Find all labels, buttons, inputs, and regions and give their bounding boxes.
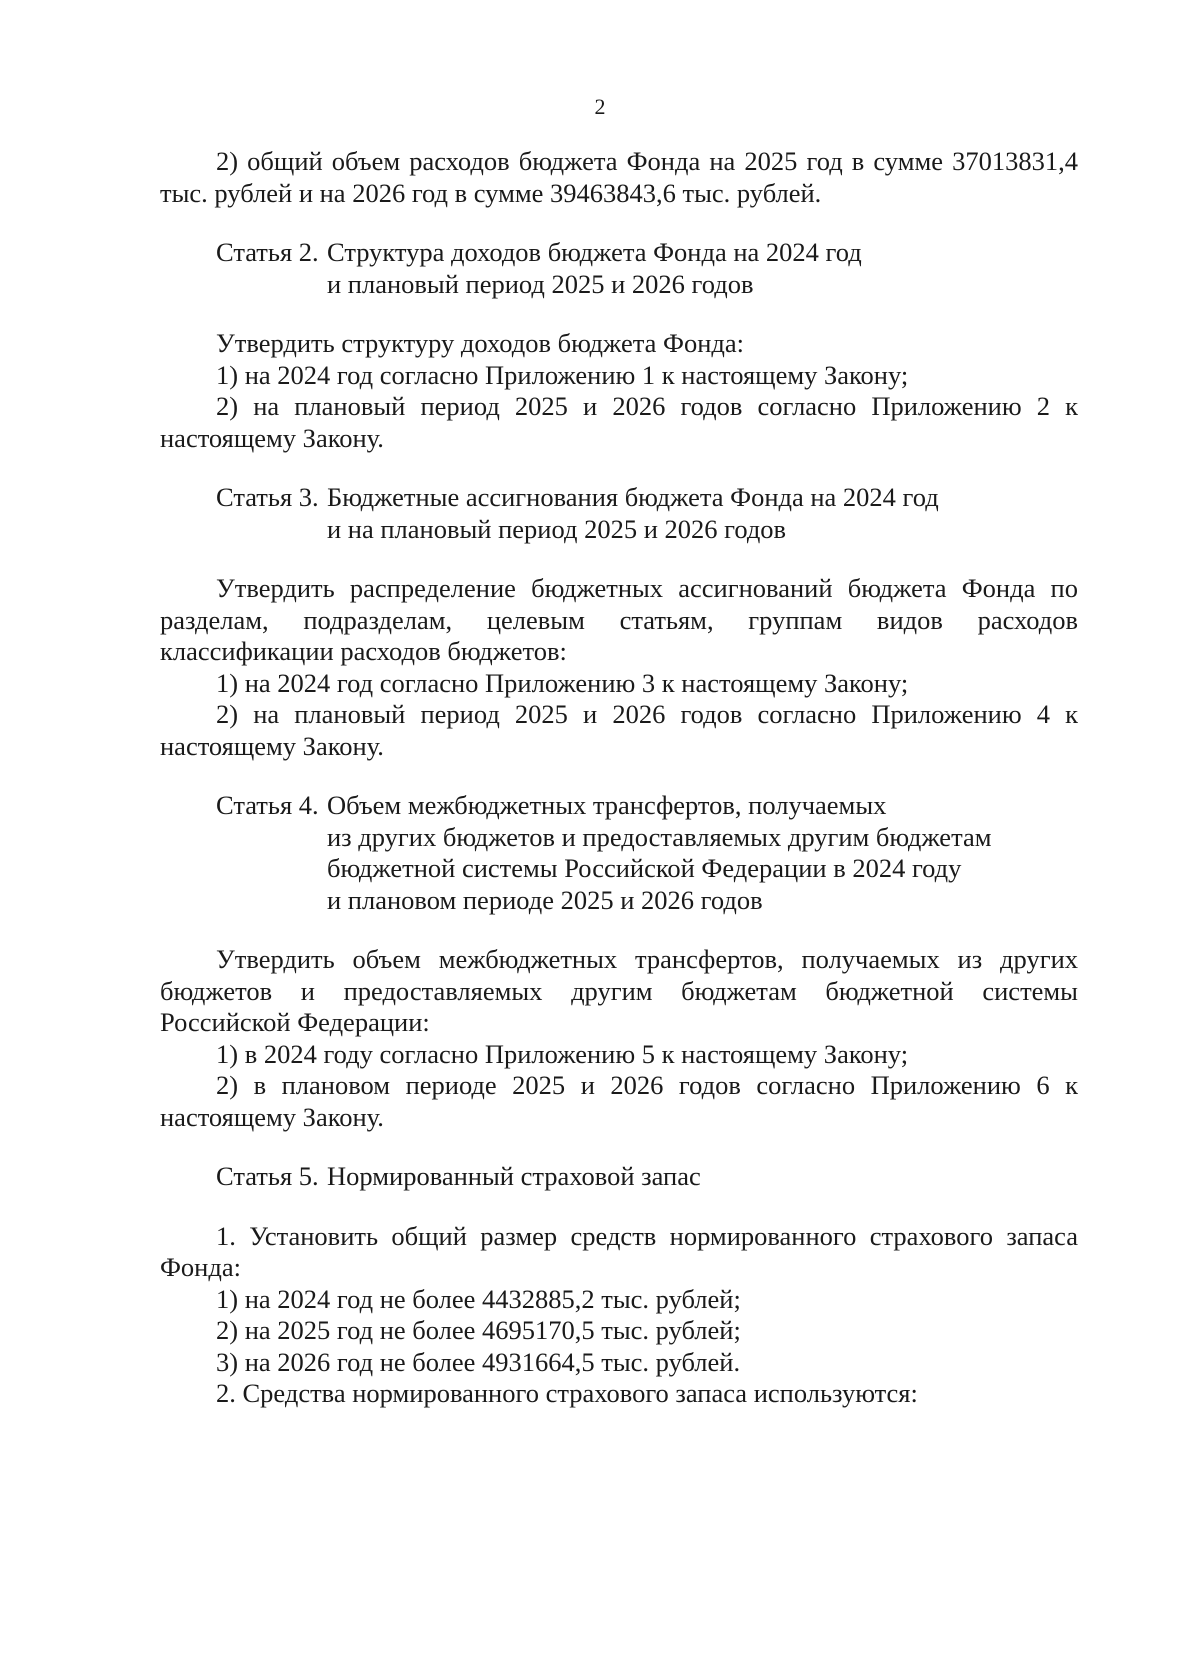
article-title-line: Бюджетные ассигнования бюджета Фонда на 2024 год xyxy=(327,482,939,512)
article-3-item-1: 1) на 2024 год согласно Приложению 3 к настоящему Закону; xyxy=(216,667,909,698)
article-label: Статья 2. xyxy=(216,237,319,267)
article-label: Статья 4. xyxy=(216,790,319,820)
document-body xyxy=(160,146,1078,1410)
article-title-line: Объем межбюджетных трансфертов, получаемых xyxy=(327,790,887,820)
article-title-line: Нормированный страховой запас xyxy=(327,1161,701,1191)
article-label: Статья 5. xyxy=(216,1161,319,1191)
article-5-item-1: 1) на 2024 год не более 4432885,2 тыс. рублей; xyxy=(216,1283,741,1314)
article-2-item-1: 1) на 2024 год согласно Приложению 1 к настоящему Закону; xyxy=(216,359,909,390)
page-number: 2 xyxy=(594,94,606,119)
article-3-intro: Утвердить распределение бюджетных ассигнований бюджета Фонда по разделам, подразделам, целевым статьям, группам видов расходов классификации расходов бюджетов: xyxy=(160,573,1078,666)
article-4-heading xyxy=(216,790,1078,916)
article-3-item-2: 2) на плановый период 2025 и 2026 годов согласно Приложению 4 к настоящему Закону. xyxy=(160,699,1078,761)
article-3-heading xyxy=(216,482,1078,545)
article-5-heading xyxy=(216,1161,1078,1193)
article-2-item-2: 2) на плановый период 2025 и 2026 годов согласно Приложению 2 к настоящему Закону. xyxy=(160,391,1078,453)
article-4-item-1: 1) в 2024 году согласно Приложению 5 к настоящему Закону; xyxy=(216,1038,909,1069)
article-5-item-3: 3) на 2026 год не более 4931664,5 тыс. рублей. xyxy=(216,1346,741,1377)
article-5-item-2: 2) на 2025 год не более 4695170,5 тыс. рублей; xyxy=(216,1315,741,1345)
article-title-line: и плановом периоде 2025 и 2026 годов xyxy=(327,884,763,915)
article-title-line: из других бюджетов и предоставляемых другим бюджетам xyxy=(327,821,992,852)
article-4-item-2: 2) в плановом периоде 2025 и 2026 годов согласно Приложению 6 к настоящему Закону. xyxy=(160,1070,1078,1132)
article-5-point-2: 2. Средства нормированного страхового запаса используются: xyxy=(216,1378,918,1408)
article-5-point-1: 1. Установить общий размер средств нормированного страхового запаса Фонда: xyxy=(160,1220,1078,1282)
article-2-heading xyxy=(216,237,1078,300)
article-label: Статья 3. xyxy=(216,482,319,512)
article-4-intro: Утвердить объем межбюджетных трансфертов, получаемых из других бюджетов и предоставляемых другим бюджетам бюджетной системы Российской Федерации: xyxy=(160,944,1078,1037)
article-title-line: бюджетной системы Российской Федерации в 2024 году xyxy=(327,853,962,883)
paragraph-expenses-total: 2) общий объем расходов бюджета Фонда на 2025 год в сумме 37013831,4 тыс. рублей и на 2026 год в сумме 39463843,6 тыс. рублей. xyxy=(160,146,1078,208)
article-2-intro: Утвердить структуру доходов бюджета Фонда: xyxy=(216,328,744,358)
article-title-line: и на плановый период 2025 и 2026 годов xyxy=(327,513,787,544)
article-title-line: и плановый период 2025 и 2026 годов xyxy=(327,268,754,299)
article-title-line: Структура доходов бюджета Фонда на 2024 год xyxy=(327,237,862,267)
